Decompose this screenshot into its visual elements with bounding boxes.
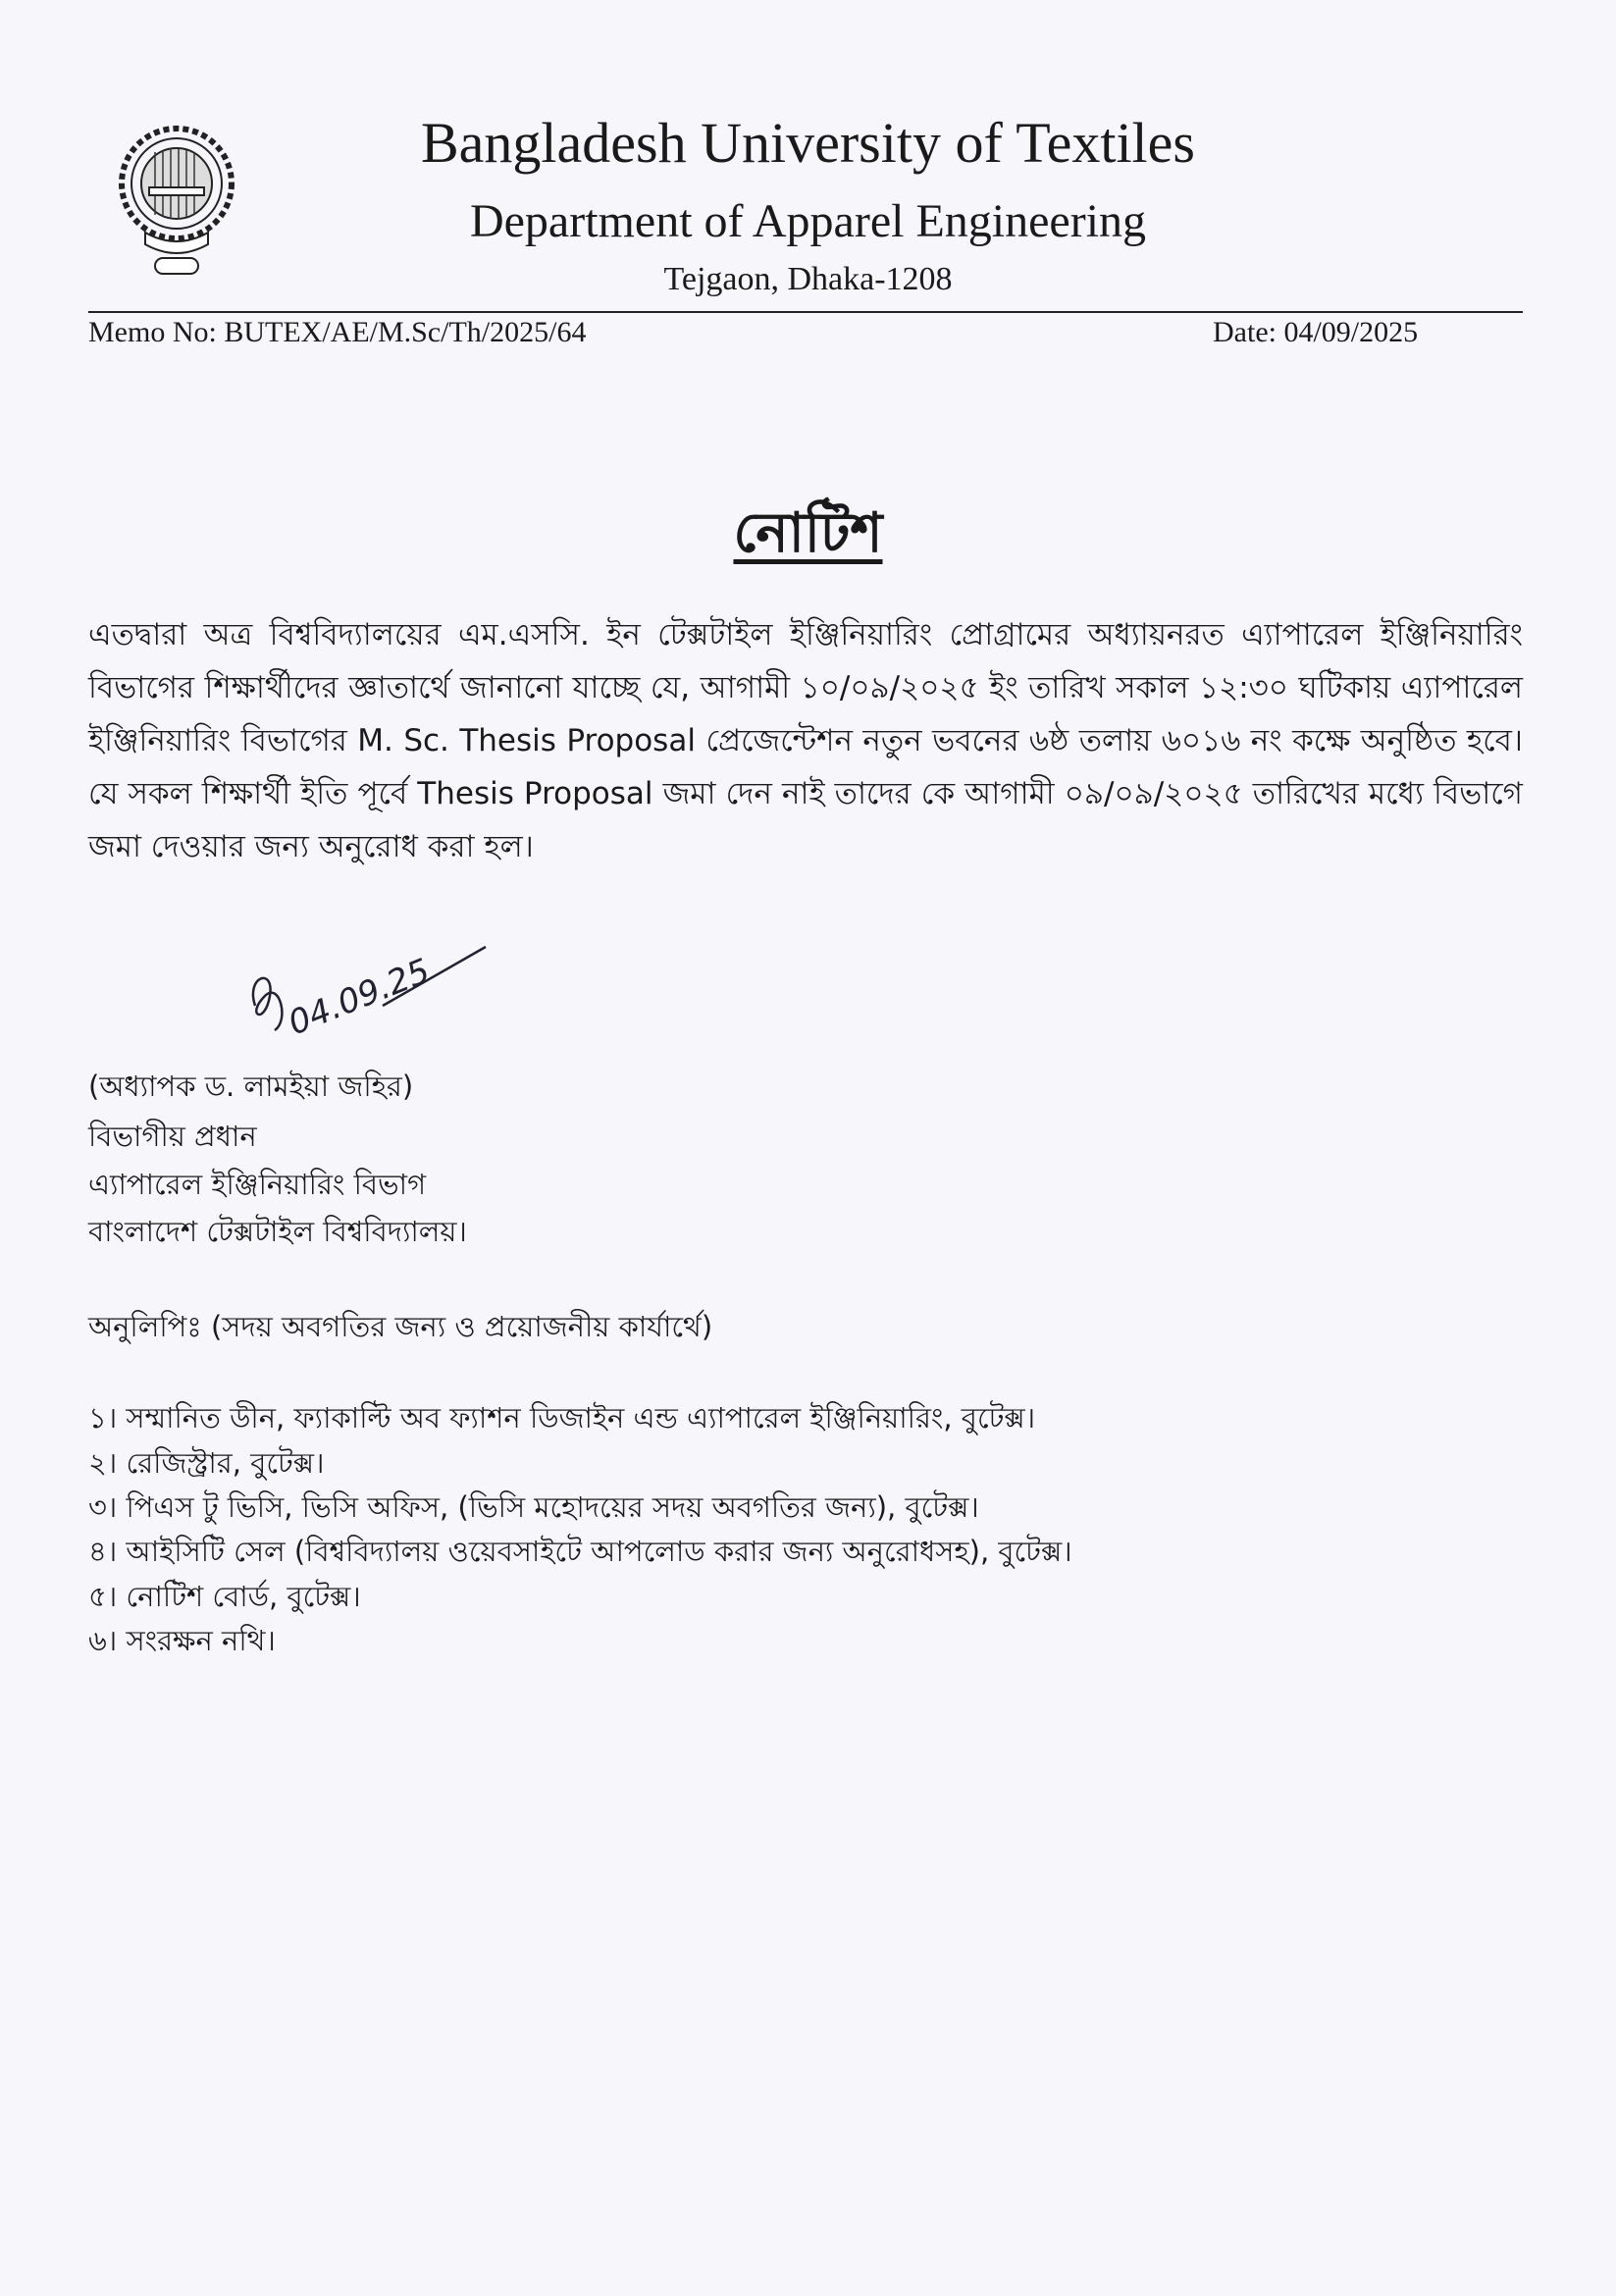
copy-to-item: ৬। সংরক্ষন নথি। <box>88 1624 276 1657</box>
notice-title: নোটিশ <box>733 503 883 564</box>
address: Tejgaon, Dhaka-1208 <box>663 261 953 297</box>
copy-to-item: ৫। নোটিশ বোর্ড, বুটেক্স। <box>88 1580 361 1613</box>
notice-body: এতদ্বারা অত্র বিশ্ববিদ্যালয়ের এম.এসসি. ইন টেক্সটাইল ইঞ্জিনিয়ারিং প্রোগ্রামের অধ্যায়নরত এ্যাপারেল ইঞ্জিনিয়ারিং বিভাগের শিক্ষার্থীদের জ্ঞাতার্থে জানানো যাচ্ছে যে, আগামী ১০/০৯/২০২৫ ইং তারিখ সকাল ১২:৩০ ঘটিকায় এ্যাপারেল ইঞ্জিনিয়ারিং বিভাগের M. Sc. Thesis Proposal প্রেজেন্টেশন নতুন ভবনের ৬ষ্ঠ তলায় ৬০১৬ নং কক্ষে অনুষ্ঠিত হবে। যে সকল শিক্ষার্থী ইতি পূর্বে Thesis Proposal জমা দেন নাই তাদের কে আগামী ০৯/০৯/২০২৫ তারিখের মধ্যে বিভাগে জমা দেওয়ার জন্য অনুরোধ করা হল। <box>88 617 1523 864</box>
department-name: Department of Apparel Engineering <box>469 195 1147 247</box>
signatory-designation: বিভাগীয় প্রধান <box>88 1120 257 1153</box>
copy-to-item: ৪। আইসিটি সেল (বিশ্ববিদ্যালয় ওয়েবসাইটে আপলোড করার জন্য অনুরোধসহ), বুটেক্স। <box>88 1535 1072 1568</box>
signatory-department: এ্যাপারেল ইঞ্জিনিয়ারিং বিভাগ <box>88 1168 427 1201</box>
header-divider <box>88 311 1523 313</box>
copy-to-item: ৩। পিএস টু ভিসি, ভিসি অফিস, (ভিসি মহোদয়ের সদয় অবগতির জন্য), বুটেক্স। <box>88 1490 979 1524</box>
signatory-name: (অধ্যাপক ড. লামইয়া জহির) <box>88 1070 414 1103</box>
memo-date: Date: 04/09/2025 <box>1213 316 1419 348</box>
university-name: Bangladesh University of Textiles <box>420 111 1195 175</box>
handwritten-signature <box>235 937 500 1065</box>
memo-number: Memo No: BUTEX/AE/M.Sc/Th/2025/64 <box>88 316 587 348</box>
signatory-institution: বাংলাদেশ টেক্সটাইল বিশ্ববিদ্যালয়। <box>88 1215 467 1248</box>
copy-to-item: ১। সম্মানিত ডীন, ফ্যাকাল্টি অব ফ্যাশন ডিজাইন এন্ড এ্যাপারেল ইঞ্জিনিয়ারিং, বুটেক্স। <box>88 1401 1036 1435</box>
signature-date: 04.09.25 <box>283 951 436 1044</box>
copy-to-item: ২। রেজিস্ট্রার, বুটেক্স। <box>88 1446 325 1480</box>
notice-heading <box>0 491 1616 583</box>
copy-to-heading: অনুলিপিঃ (সদয় অবগতির জন্য ও প্রয়োজনীয় কার্যার্থে) <box>88 1310 713 1343</box>
